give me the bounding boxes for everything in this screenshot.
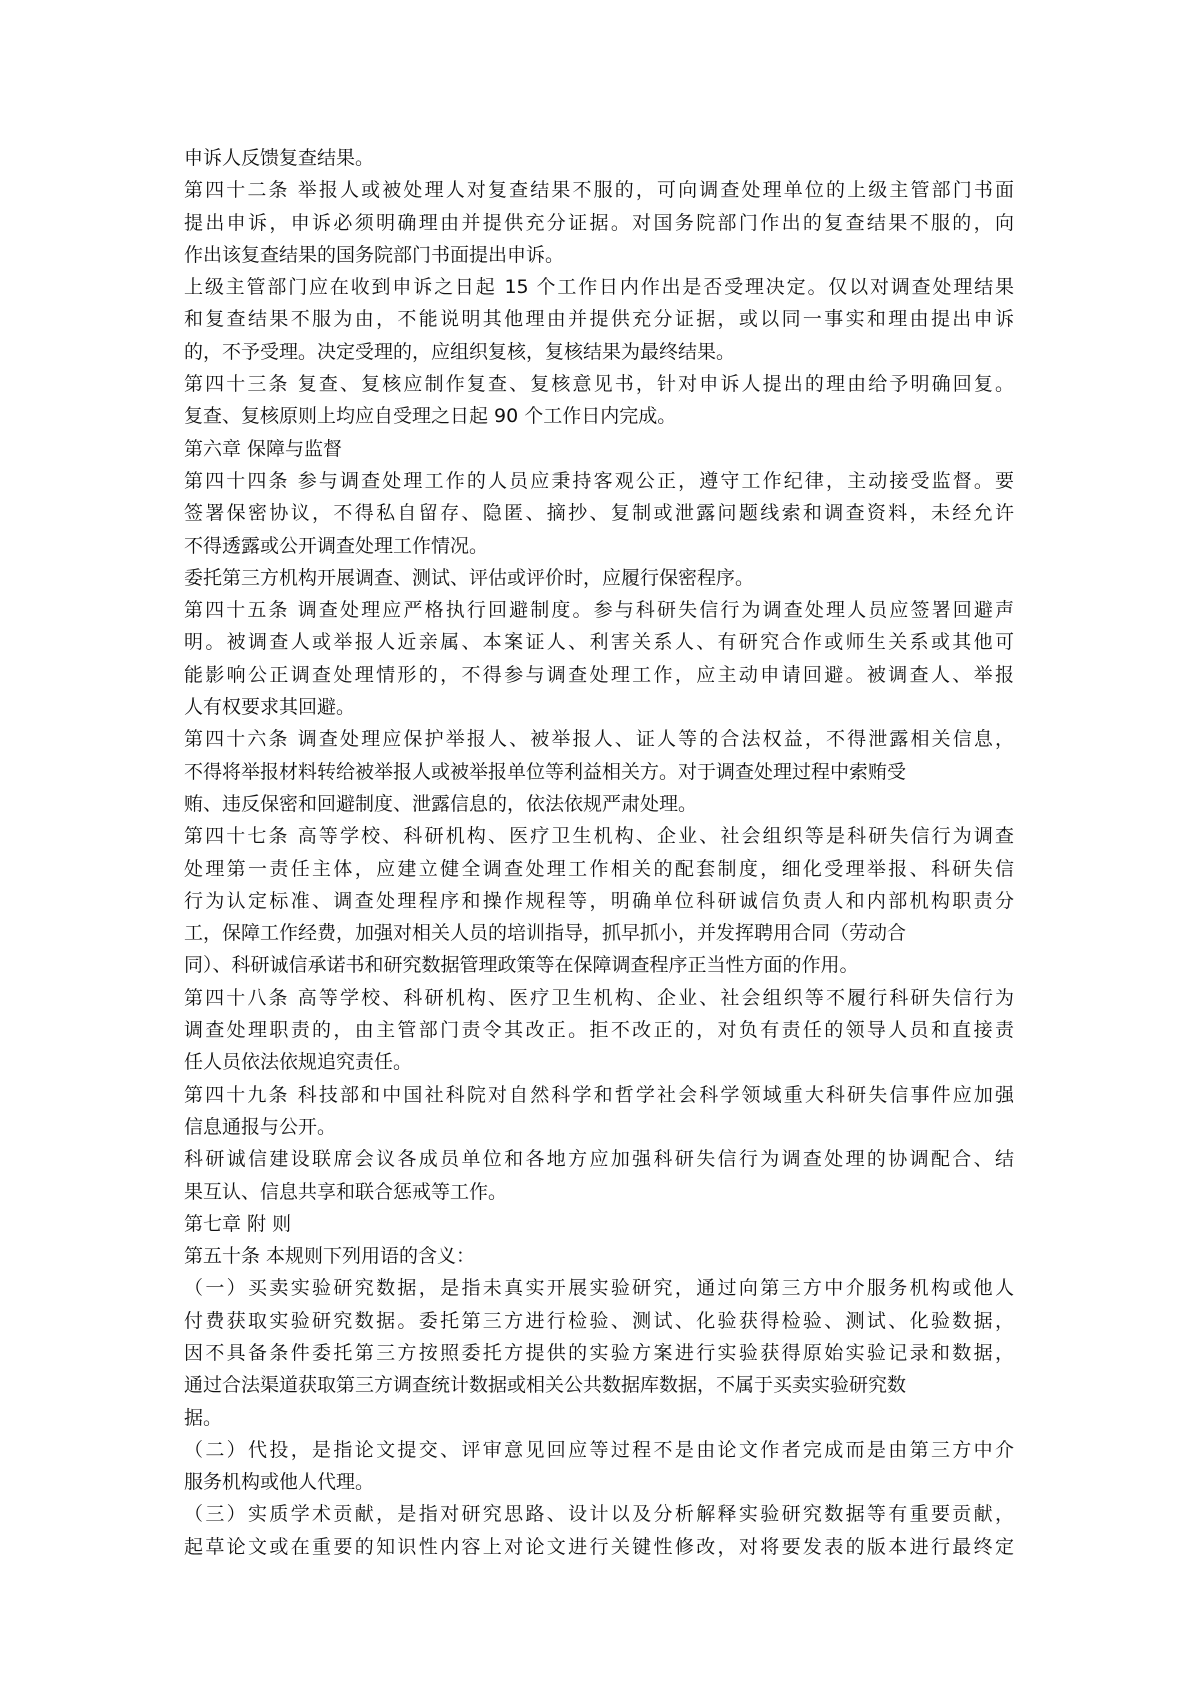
text-line: 和复查结果不服为由，不能说明其他理由并提供充分证据，或以同一事实和理由提出申诉 xyxy=(184,308,1014,331)
text-line: 任人员依法依规追究责任。 xyxy=(184,1051,413,1074)
text-line: 第四十三条 复查、复核应制作复查、复核意见书，针对申诉人提出的理由给予明确回复。 xyxy=(184,373,1014,396)
text-line: 提出申诉，申诉必须明确理由并提供充分证据。对国务院部门作出的复查结果不服的，向 xyxy=(184,211,1014,234)
text-line: 同）、科研诚信承诺书和研究数据管理政策等在保障调查程序正当性方面的作用。 xyxy=(184,954,859,977)
text-line: 第四十九条 科技部和中国社科院对自然科学和哲学社会科学领域重大科研失信事件应加强 xyxy=(184,1083,1014,1106)
text-line: 服务机构或他人代理。 xyxy=(184,1471,375,1494)
text-line: 第六章 保障与监督 xyxy=(184,437,343,460)
text-line: 第四十四条 参与调查处理工作的人员应秉持客观公正，遵守工作纪律，主动接受监督。要 xyxy=(184,469,1014,492)
text-line: （三）实质学术贡献，是指对研究思路、设计以及分析解释实验研究数据等有重要贡献， xyxy=(184,1503,1014,1526)
text-line: 第四十七条 高等学校、科研机构、医疗卫生机构、企业、社会组织等是科研失信行为调查 xyxy=(184,825,1014,848)
text-line: 付费获取实验研究数据。委托第三方进行检验、测试、化验获得检验、测试、化验数据， xyxy=(184,1309,1014,1332)
text-line: 信息通报与公开。 xyxy=(184,1115,337,1138)
text-line: 上级主管部门应在收到申诉之日起 15 个工作日内作出是否受理决定。仅以对调查处理结果 xyxy=(184,276,1014,299)
text-line: 第四十六条 调查处理应保护举报人、被举报人、证人等的合法权益，不得泄露相关信息， xyxy=(184,728,1014,751)
text-line: 人有权要求其回避。 xyxy=(184,696,356,719)
text-line: 第四十五条 调查处理应严格执行回避制度。参与科研失信行为调查处理人员应签署回避声 xyxy=(184,599,1014,622)
text-line: 第四十二条 举报人或被处理人对复查结果不服的，可向调查处理单位的上级主管部门书面 xyxy=(184,179,1014,202)
text-line: 委托第三方机构开展调查、测试、评估或评价时，应履行保密程序。 xyxy=(184,566,755,589)
text-line: 第四十八条 高等学校、科研机构、医疗卫生机构、企业、社会组织等不履行科研失信行为 xyxy=(184,986,1014,1009)
text-line: 作出该复查结果的国务院部门书面提出申诉。 xyxy=(184,243,565,266)
text-line: 据。 xyxy=(184,1406,223,1429)
text-line: 申诉人反馈复查结果。 xyxy=(184,147,375,169)
text-line: （二）代投，是指论文提交、评审意见回应等过程不是由论文作者完成而是由第三方中介 xyxy=(184,1438,1014,1461)
text-line: 第七章 附 则 xyxy=(184,1212,292,1235)
text-line: 果互认、信息共享和联合惩戒等工作。 xyxy=(184,1180,508,1203)
text-line: 通过合法渠道获取第三方调查统计数据或相关公共数据库数据，不属于买卖实验研究数 xyxy=(184,1374,907,1397)
text-line: 不得将举报材料转给被举报人或被举报单位等利益相关方。对于调查处理过程中索贿受 xyxy=(184,760,907,783)
text-line: 贿、违反保密和回避制度、泄露信息的，依法依规严肃处理。 xyxy=(184,792,698,815)
document-body xyxy=(184,142,1014,1563)
text-line: 工，保障工作经费，加强对相关人员的培训指导，抓早抓小，并发挥聘用合同（劳动合 xyxy=(184,922,907,945)
text-line: 不得透露或公开调查处理工作情况。 xyxy=(184,534,489,557)
text-line: 起草论文或在重要的知识性内容上对论文进行关键性修改，对将要发表的版本进行最终定 xyxy=(184,1535,1014,1558)
text-line: 行为认定标准、调查处理程序和操作规程等，明确单位科研诚信负责人和内部机构职责分 xyxy=(184,889,1014,912)
text-line: 因不具备条件委托第三方按照委托方提供的实验方案进行实验获得原始实验记录和数据， xyxy=(184,1341,1014,1364)
text-line: 第五十条 本规则下列用语的含义： xyxy=(184,1245,476,1268)
text-line: 处理第一责任主体，应建立健全调查处理工作相关的配套制度，细化受理举报、科研失信 xyxy=(184,857,1014,880)
text-line: 的，不予受理。决定受理的，应组织复核，复核结果为最终结果。 xyxy=(184,340,736,363)
text-line: 复查、复核原则上均应自受理之日起 90 个工作日内完成。 xyxy=(184,405,677,428)
text-line: 明。被调查人或举报人近亲属、本案证人、利害关系人、有研究合作或师生关系或其他可 xyxy=(184,631,1014,654)
text-line: 科研诚信建设联席会议各成员单位和各地方应加强科研失信行为调查处理的协调配合、结 xyxy=(184,1148,1014,1171)
text-line: 调查处理职责的，由主管部门责令其改正。拒不改正的，对负有责任的领导人员和直接责 xyxy=(184,1019,1014,1042)
text-line: （一）买卖实验研究数据，是指未真实开展实验研究，通过向第三方中介服务机构或他人 xyxy=(184,1277,1014,1300)
text-line: 签署保密协议，不得私自留存、隐匿、摘抄、复制或泄露问题线索和调查资料，未经允许 xyxy=(184,502,1014,525)
text-line: 能影响公正调查处理情形的，不得参与调查处理工作，应主动申请回避。被调查人、举报 xyxy=(184,663,1014,686)
